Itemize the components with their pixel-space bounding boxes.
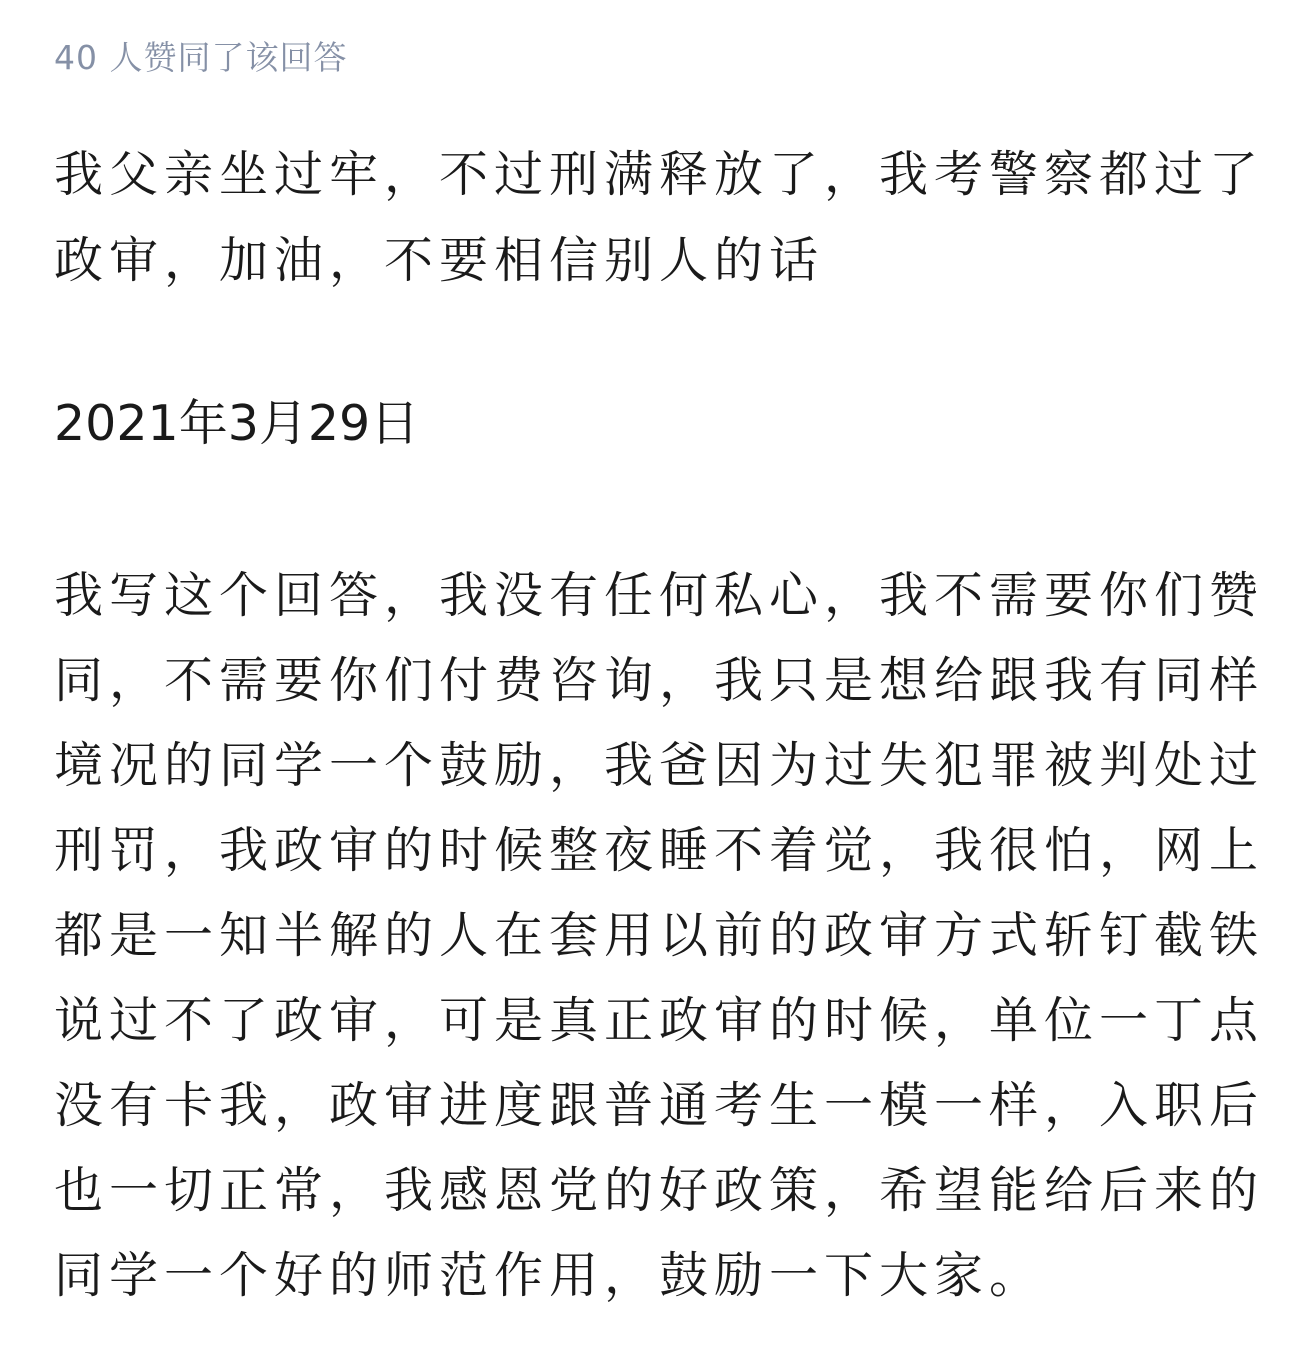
answer-body <box>54 132 1265 1318</box>
answer-paragraph-3: 我写这个回答，我没有任何私心，我不需要你们赞同，不需要你们付费咨询，我只是想给跟我有同样境况的同学一个鼓励，我爸因为过失犯罪被判处过刑罚，我政审的时候整夜睡不着觉，我很怕，网上都是一知半解的人在套用以前的政审方式斩钉截铁说过不了政审，可是真正政审的时候，单位一丁点没有卡我，政审进度跟普通考生一模一样，入职后也一切正常，我感恩党的好政策，希望能给后来的同学一个好的师范作用，鼓励一下大家。 <box>54 567 1265 1304</box>
answer-date: 2021年3月29日 <box>54 395 420 452</box>
answer-paragraph-1: 我父亲坐过牢，不过刑满释放了，我考警察都过了政审，加油，不要相信别人的话 <box>54 146 1265 289</box>
vote-count[interactable]: 40 人赞同了该回答 <box>54 38 348 77</box>
